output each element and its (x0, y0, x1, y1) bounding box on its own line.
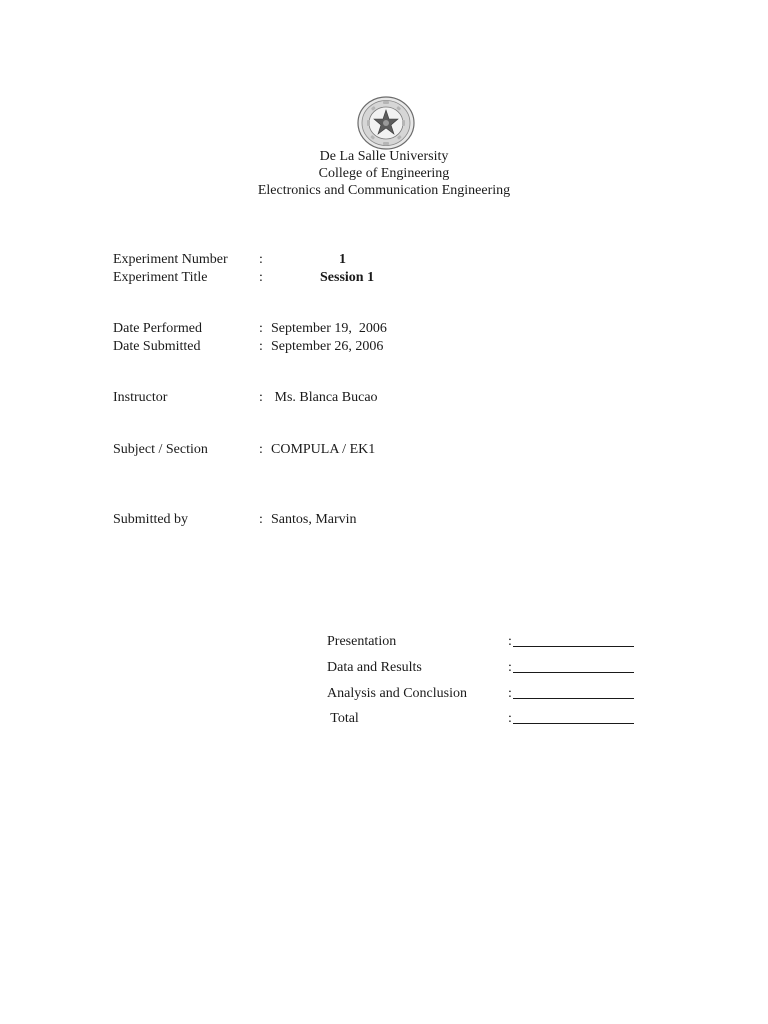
experiment-number-colon: : (259, 252, 263, 267)
experiment-title-colon: : (259, 270, 263, 285)
department-name: Electronics and Communication Engineering (257, 183, 511, 198)
date-performed-colon: : (259, 321, 263, 336)
instructor-colon: : (259, 390, 263, 405)
experiment-title-label: Experiment Title (113, 270, 208, 285)
grading-score-blank[interactable] (513, 672, 634, 673)
date-submitted-colon: : (259, 339, 263, 354)
grading-item-colon: : (508, 711, 512, 726)
submitted-by-label: Submitted by (113, 512, 189, 527)
submitted-by-value: Santos, Marvin (271, 512, 357, 527)
grading-item-label: Analysis and Conclusion (327, 686, 467, 701)
grading-score-blank[interactable] (513, 723, 634, 724)
instructor-value: Ms. Blanca Bucao (271, 390, 378, 405)
date-submitted-label: Date Submitted (113, 339, 201, 354)
grading-score-blank[interactable] (513, 646, 634, 647)
subject-section-colon: : (259, 442, 263, 457)
subject-section-value: COMPULA / EK1 (271, 442, 376, 457)
date-performed-label: Date Performed (113, 321, 203, 336)
grading-item-colon: : (508, 634, 512, 649)
university-name: De La Salle University (319, 149, 449, 164)
instructor-label: Instructor (113, 390, 168, 405)
experiment-title-value: Session 1 (320, 270, 375, 285)
subject-section-label: Subject / Section (113, 442, 208, 457)
university-seal-icon (357, 96, 415, 150)
submitted-by-colon: : (259, 512, 263, 527)
college-name: College of Engineering (318, 166, 450, 181)
grading-item-label: Presentation (327, 634, 397, 649)
grading-score-blank[interactable] (513, 698, 634, 699)
experiment-number-value: 1 (339, 252, 346, 267)
experiment-number-label: Experiment Number (113, 252, 228, 267)
grading-item-colon: : (508, 686, 512, 701)
date-performed-value: September 19, 2006 (271, 321, 387, 336)
grading-item-label: Data and Results (327, 660, 422, 675)
grading-item-label: Total (327, 711, 359, 726)
grading-item-colon: : (508, 660, 512, 675)
date-submitted-value: September 26, 2006 (271, 339, 384, 354)
